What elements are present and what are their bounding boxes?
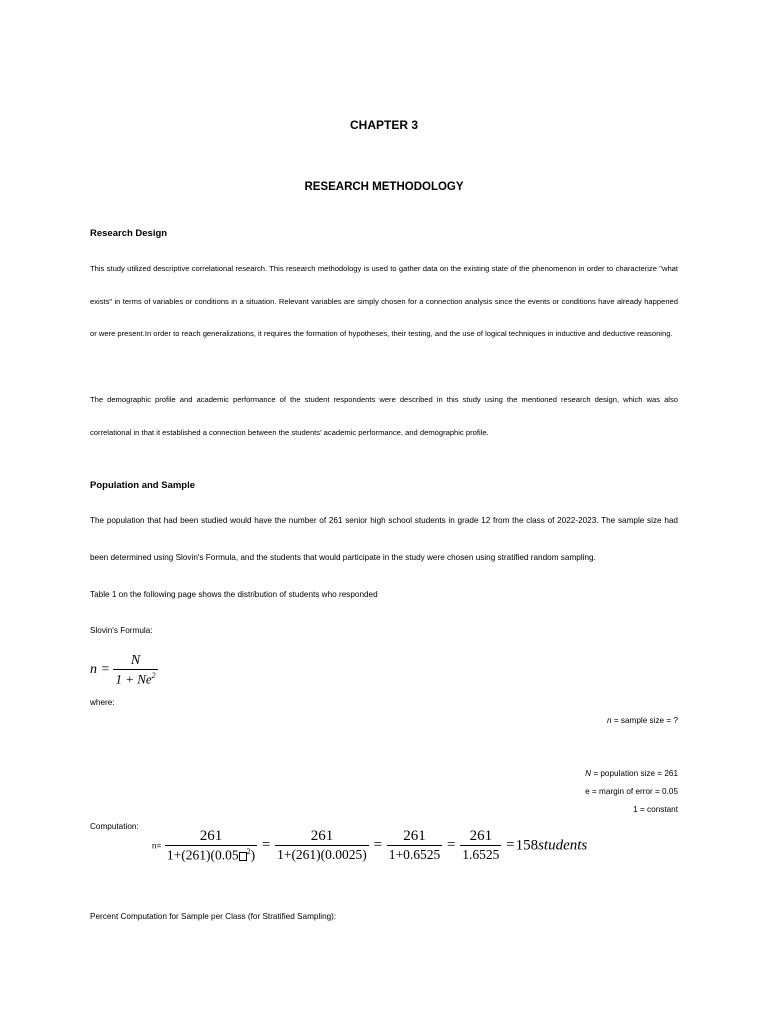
fraction-1-denominator	[165, 845, 257, 864]
var-n: n	[606, 716, 612, 725]
formula-denominator-base: 1 + Ne	[115, 671, 152, 687]
chapter-heading: CHAPTER 3	[349, 118, 418, 132]
computation-result	[516, 837, 588, 853]
where-label: where:	[90, 698, 115, 707]
def-population-size	[585, 769, 678, 778]
placeholder-box-icon	[239, 852, 247, 861]
population-paragraph: The population that had been studied would have the number of 261 senior high school students in grade 12 from the class of 2022-2023. The sample size had been determined using Slovin's Formula, and the students that would participate in the study were chosen using stratified random sampling.	[90, 516, 678, 562]
def-sample-size	[607, 716, 678, 725]
fraction-2-numerator: 261	[310, 828, 334, 845]
fraction-2-denominator: 1+(261)(0.0025)	[277, 847, 367, 863]
computation-equation	[152, 828, 587, 864]
fraction-4-numerator: 261	[469, 828, 493, 845]
formula-denominator	[113, 669, 157, 687]
computation-fraction-3	[387, 828, 443, 863]
equals-sign: =	[506, 837, 515, 854]
equals-sign: =	[373, 837, 383, 854]
computation-fraction-1	[165, 828, 257, 864]
fraction-1-den-b: )	[250, 847, 256, 863]
fraction-1-exponent: 2	[246, 847, 251, 856]
research-design-paragraph-1: This study utilized descriptive correlational research. This research methodology is used to gather data on the existing state of the phenomenon in order to characterize "what exists" in terms of variables or conditions in a situation. Relevant variables are simply chosen for a connection analysis since the events or conditions have already happened or were present.In order to reach generalizations, it requires the formation of hypotheses, their testing, and the use of logical techniques in inductive and deductive reasoning.	[90, 264, 678, 339]
fraction-1-den-a: 1+(261)(0.05	[166, 847, 239, 863]
result-number: 158	[515, 837, 539, 854]
research-design-heading: Research Design	[90, 228, 168, 239]
population-sample-heading: Population and Sample	[90, 480, 196, 491]
formula-exponent: 2	[151, 671, 156, 680]
def-population-size-text: = population size = 261	[591, 769, 678, 778]
fraction-3-numerator: 261	[403, 828, 426, 845]
computation-fraction-4	[460, 828, 501, 863]
var-N: N	[585, 769, 592, 778]
fraction-1-numerator: 261	[199, 828, 223, 844]
slovins-formula	[90, 653, 158, 687]
page-title: RESEARCH METHODOLOGY	[304, 181, 464, 193]
fraction-4-denominator: 1.6525	[462, 847, 500, 863]
computation-lhs: n=	[152, 841, 162, 851]
equals-sign: =	[261, 837, 271, 854]
table-note: Table 1 on the following page shows the distribution of students who responded	[90, 590, 378, 599]
formula-numerator: N	[130, 653, 141, 668]
def-constant: 1 = constant	[633, 805, 678, 814]
formula-fraction	[113, 653, 157, 687]
research-design-paragraph-2: The demographic profile and academic performance of the student respondents were described in this study using the mentioned research design, which was also correlational in that it established a connection between the students' academic performance, and demographic profile.	[90, 395, 678, 437]
result-unit: students	[538, 837, 588, 854]
def-margin-of-error: e = margin of error = 0.05	[585, 787, 678, 796]
percent-computation-label: Percent Computation for Sample per Class (for Stratified Sampling):	[90, 912, 337, 921]
formula-lhs: n =	[90, 662, 110, 678]
equals-sign: =	[447, 837, 456, 854]
def-sample-size-text: = sample size = ?	[611, 716, 678, 725]
fraction-3-denominator: 1+0.6525	[388, 847, 441, 863]
slovins-formula-label: Slovin's Formula:	[90, 626, 153, 635]
computation-fraction-2	[275, 828, 369, 863]
computation-label: Computation:	[90, 822, 139, 831]
